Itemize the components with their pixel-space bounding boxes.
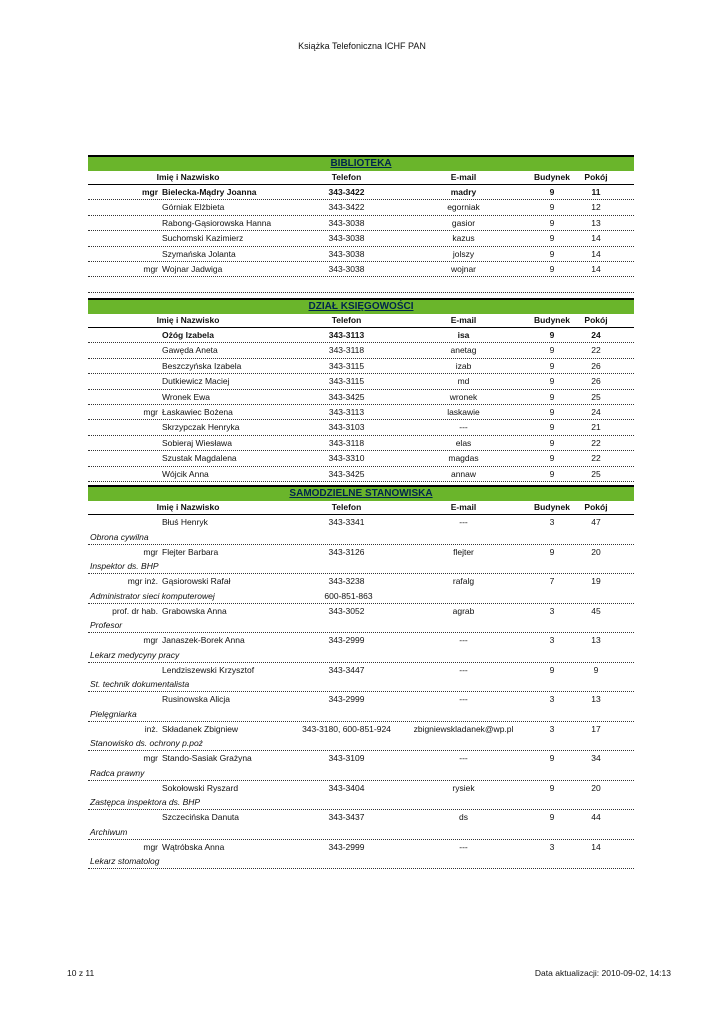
email-cell: wojnar	[450, 263, 477, 274]
phone-cell: 343-3038	[328, 248, 365, 259]
table-row	[88, 840, 634, 870]
table-row	[88, 467, 634, 482]
phone-cell: 343-2999	[328, 841, 365, 852]
phone-cell: 343-3118	[328, 437, 365, 448]
email-cell: anetag	[450, 345, 477, 356]
email-cell: rysiek	[452, 782, 475, 793]
person-name: Janaszek-Borek Anna	[162, 635, 245, 645]
table-row	[88, 231, 634, 246]
room-cell: 14	[591, 248, 601, 259]
person-title	[88, 420, 162, 434]
room-cell: 14	[591, 263, 601, 274]
person-title	[88, 781, 162, 796]
person-name: Rusinowska Alicja	[162, 694, 231, 704]
person-name: Sokołowski Ryszard	[162, 782, 239, 793]
phone-secondary	[290, 648, 407, 662]
building-cell: 9	[549, 248, 555, 259]
table-row	[88, 663, 634, 693]
table-row	[88, 390, 634, 405]
building-cell: 9	[549, 233, 555, 244]
phone-secondary	[290, 736, 407, 750]
person-role: Obrona cywilna	[90, 531, 149, 542]
person-title: mgr inż.	[127, 576, 158, 586]
email-cell: annaw	[450, 468, 477, 479]
person-title	[88, 359, 162, 373]
section-ksiegowosc	[88, 298, 634, 482]
building-cell: 3	[549, 517, 555, 527]
email-cell: wronek	[449, 391, 478, 402]
table-row	[88, 216, 634, 231]
person-title	[88, 467, 162, 481]
building-cell: 3	[549, 694, 555, 704]
room-cell: 47	[591, 517, 601, 527]
building-cell: 9	[549, 812, 555, 822]
person-name: Wójcik Anna	[162, 468, 209, 479]
col-header-room: Pokój	[584, 315, 608, 325]
person-title	[88, 663, 162, 678]
person-role: St. technik dokumentalista	[90, 679, 190, 689]
person-title	[88, 231, 162, 245]
phone-cell: 343-3422	[328, 187, 365, 197]
table-row	[88, 436, 634, 451]
col-header-phone: Telefon	[331, 502, 362, 512]
phone-cell: 343-2999	[328, 694, 365, 704]
building-cell: 9	[549, 406, 555, 417]
person-role: Lekarz medycyny pracy	[90, 649, 180, 660]
table-header-row	[88, 171, 634, 185]
phone-cell: 343-3437	[328, 812, 365, 822]
person-name: Ożóg Izabela	[162, 330, 214, 340]
person-name: Bielecka-Mądry Joanna	[162, 187, 257, 197]
email-cell: ---	[459, 517, 468, 527]
room-cell: 14	[591, 841, 601, 852]
table-header-row	[88, 501, 634, 515]
room-cell: 22	[591, 437, 601, 448]
email-cell: ds	[459, 812, 468, 822]
person-role: Stanowisko ds. ochrony p.poż	[90, 738, 203, 748]
room-cell: 9	[593, 664, 599, 675]
table-row	[88, 247, 634, 262]
phone-secondary	[290, 795, 407, 809]
room-cell: 24	[591, 330, 601, 340]
person-name: Wątróbska Anna	[162, 841, 225, 852]
person-name: Beszczyńska Izabela	[162, 360, 242, 371]
building-cell: 9	[549, 422, 555, 433]
phone-cell: 343-3422	[328, 202, 365, 213]
phone-cell: 343-3425	[328, 468, 365, 479]
phone-cell: 343-3103	[328, 422, 365, 433]
col-header-email: E-mail	[450, 315, 477, 325]
email-cell: ---	[459, 422, 468, 433]
person-name: Gawęda Aneta	[162, 345, 218, 356]
building-cell: 9	[549, 546, 555, 557]
person-name: Suchomski Kazimierz	[162, 233, 244, 244]
table-row	[88, 262, 634, 277]
person-name: Wojnar Jadwiga	[162, 263, 223, 274]
col-header-building: Budynek	[534, 502, 570, 512]
person-title	[88, 436, 162, 450]
phone-secondary	[290, 559, 407, 573]
table-header-row	[88, 314, 634, 328]
section-title: DZIAŁ KSIĘGOWOŚCI	[88, 298, 634, 314]
person-role: Radca prawny	[90, 767, 145, 778]
person-name: Flejter Barbara	[162, 546, 219, 557]
person-name: Skrzypczak Henryka	[162, 422, 240, 433]
email-cell: elas	[455, 437, 472, 448]
person-title: mgr	[143, 635, 158, 645]
table-row	[88, 574, 634, 604]
person-title	[88, 374, 162, 388]
person-title: prof. dr hab.	[112, 605, 158, 616]
phone-secondary: 600-851-863	[324, 590, 373, 601]
building-cell: 9	[549, 217, 555, 228]
building-cell: 3	[549, 723, 555, 734]
person-title: mgr	[143, 753, 158, 763]
room-cell: 13	[591, 694, 601, 704]
building-cell: 9	[549, 330, 555, 340]
person-title: mgr	[143, 546, 158, 557]
building-cell: 3	[549, 841, 555, 852]
person-name: Górniak Elżbieta	[162, 202, 225, 213]
person-role: Archiwum	[90, 826, 128, 837]
table-row	[88, 343, 634, 358]
phone-cell: 343-3109	[328, 753, 365, 763]
room-cell: 13	[591, 635, 601, 645]
phone-secondary	[290, 618, 407, 632]
table-row	[88, 200, 634, 215]
phone-cell: 343-3038	[328, 233, 365, 244]
person-title	[88, 810, 162, 825]
building-cell: 9	[549, 391, 555, 402]
person-name: Grabowska Anna	[162, 605, 227, 616]
phone-cell: 343-3118	[328, 345, 365, 356]
building-cell: 9	[549, 437, 555, 448]
email-cell: zbigniewskladanek@wp.pl	[413, 723, 514, 734]
person-title	[88, 515, 162, 530]
phone-secondary	[290, 677, 407, 691]
email-cell: magdas	[448, 453, 479, 464]
room-cell: 13	[591, 217, 601, 228]
table-row	[88, 692, 634, 722]
person-name: Błuś Henryk	[162, 517, 208, 527]
person-title	[88, 451, 162, 465]
person-title: inż.	[144, 723, 158, 734]
table-row	[88, 374, 634, 389]
email-cell: kazus	[452, 233, 475, 244]
email-cell: isa	[457, 330, 470, 340]
room-cell: 25	[591, 468, 601, 479]
email-cell: agrab	[452, 605, 475, 616]
building-cell: 9	[549, 187, 555, 197]
person-name: Dutkiewicz Maciej	[162, 376, 230, 387]
email-cell: ---	[459, 635, 468, 645]
phone-cell: 343-3115	[328, 376, 365, 387]
col-header-name: Imię i Nazwisko	[156, 172, 220, 182]
person-role: Lekarz stomatolog	[90, 856, 160, 866]
building-cell: 7	[549, 576, 555, 586]
col-header-room: Pokój	[584, 502, 608, 512]
col-header-email: E-mail	[450, 502, 477, 512]
phone-cell: 343-3180, 600-851-924	[302, 723, 391, 734]
phone-cell: 343-3425	[328, 391, 365, 402]
room-cell: 22	[591, 453, 601, 464]
page-number: 10 z 11	[67, 968, 95, 978]
phone-cell: 343-3052	[328, 605, 365, 616]
phone-cell: 343-3113	[328, 330, 365, 340]
person-role: Pielęgniarka	[90, 708, 137, 719]
table-row	[88, 328, 634, 343]
email-cell: jolszy	[452, 248, 475, 259]
table-row	[88, 722, 634, 752]
table-row	[88, 810, 634, 840]
building-cell: 9	[549, 345, 555, 356]
building-cell: 9	[549, 453, 555, 464]
building-cell: 9	[549, 376, 555, 387]
person-role: Inspektor ds. BHP	[90, 561, 159, 571]
email-cell: madry	[450, 187, 477, 197]
phone-cell: 343-3238	[328, 576, 365, 586]
email-cell: ---	[459, 841, 468, 852]
email-cell: egorniak	[447, 202, 480, 213]
col-header-name: Imię i Nazwisko	[156, 315, 220, 325]
table-row	[88, 515, 634, 545]
phone-cell: 343-3126	[328, 546, 365, 557]
update-date: Data aktualizacji: 2010-09-02, 14:13	[534, 968, 671, 978]
col-header-phone: Telefon	[331, 315, 362, 325]
table-row	[88, 604, 634, 634]
table-row	[88, 420, 634, 435]
person-title	[88, 247, 162, 261]
email-cell: md	[457, 376, 470, 387]
email-cell: ---	[459, 753, 468, 763]
room-cell: 14	[591, 233, 601, 244]
blank-row	[88, 277, 634, 292]
person-role: Zastępca inspektora ds. BHP	[90, 797, 201, 807]
building-cell: 9	[549, 263, 555, 274]
room-cell: 20	[591, 546, 601, 557]
room-cell: 21	[591, 422, 601, 433]
room-cell: 20	[591, 782, 601, 793]
phone-cell: 343-3113	[328, 406, 365, 417]
col-header-phone: Telefon	[331, 172, 362, 182]
email-cell: izab	[455, 360, 472, 371]
room-cell: 34	[591, 753, 601, 763]
person-title: mgr	[141, 187, 158, 197]
person-name: Szczecińska Danuta	[162, 812, 240, 822]
person-title: mgr	[143, 263, 158, 274]
person-title: mgr	[143, 406, 158, 417]
phone-cell: 343-3404	[328, 782, 365, 793]
section-biblioteka	[88, 155, 634, 293]
room-cell: 11	[591, 187, 601, 197]
phone-secondary	[290, 854, 407, 868]
building-cell: 3	[549, 635, 555, 645]
col-header-building: Budynek	[534, 172, 570, 182]
building-cell: 9	[549, 360, 555, 371]
phone-cell: 343-3341	[328, 517, 365, 527]
col-header-building: Budynek	[534, 315, 570, 325]
room-cell: 44	[591, 812, 601, 822]
phone-cell: 343-2999	[328, 635, 365, 645]
phone-secondary	[290, 707, 407, 721]
table-row	[88, 545, 634, 575]
person-name: Stando-Sasiak Grażyna	[162, 753, 252, 763]
email-cell: ---	[459, 664, 468, 675]
email-cell: rafalg	[452, 576, 475, 586]
room-cell: 26	[591, 376, 601, 387]
building-cell: 9	[549, 202, 555, 213]
section-title: BIBLIOTEKA	[88, 155, 634, 171]
phone-cell: 343-3115	[328, 360, 365, 371]
building-cell: 9	[549, 468, 555, 479]
table-row	[88, 633, 634, 663]
table-row	[88, 185, 634, 200]
room-cell: 17	[591, 723, 601, 734]
table-row	[88, 781, 634, 811]
person-title	[88, 390, 162, 404]
person-name: Szymańska Jolanta	[162, 248, 236, 259]
phone-secondary	[290, 530, 407, 544]
table-row	[88, 451, 634, 466]
col-header-email: E-mail	[450, 172, 477, 182]
email-cell: ---	[459, 694, 468, 704]
phone-secondary	[290, 825, 407, 839]
col-header-room: Pokój	[584, 172, 608, 182]
room-cell: 19	[591, 576, 601, 586]
phone-cell: 343-3038	[328, 263, 365, 274]
section-samodzielne	[88, 485, 634, 869]
room-cell: 24	[591, 406, 601, 417]
table-row	[88, 405, 634, 420]
person-name: Szustak Magdalena	[162, 453, 237, 464]
person-title	[88, 328, 162, 342]
person-title	[88, 343, 162, 357]
person-name: Lendziszewski Krzysztof	[162, 664, 255, 675]
person-title	[88, 216, 162, 230]
person-title	[88, 692, 162, 707]
section-title: SAMODZIELNE STANOWISKA	[88, 485, 634, 501]
phone-cell: 343-3038	[328, 217, 365, 228]
person-name: Sobieraj Wiesława	[162, 437, 232, 448]
table-row	[88, 751, 634, 781]
table-row	[88, 359, 634, 374]
room-cell: 22	[591, 345, 601, 356]
building-cell: 3	[549, 605, 555, 616]
email-cell: flejter	[453, 546, 474, 557]
building-cell: 9	[549, 782, 555, 793]
room-cell: 12	[591, 202, 601, 213]
room-cell: 45	[591, 605, 601, 616]
page-header-title: Książka Telefoniczna ICHF PAN	[298, 41, 426, 51]
phone-secondary	[290, 766, 407, 780]
person-name: Rabong-Gąsiorowska Hanna	[162, 217, 272, 228]
person-title: mgr	[143, 841, 158, 852]
person-name: Wronek Ewa	[162, 391, 211, 402]
building-cell: 9	[549, 664, 555, 675]
room-cell: 25	[591, 391, 601, 402]
person-name: Gąsiorowski Rafał	[162, 576, 231, 586]
room-cell: 26	[591, 360, 601, 371]
person-title	[88, 200, 162, 214]
email-cell: laskawie	[447, 406, 480, 417]
phone-cell: 343-3310	[328, 453, 365, 464]
building-cell: 9	[549, 753, 555, 763]
person-role: Administrator sieci komputerowej	[90, 590, 215, 601]
person-name: Łaskawiec Bożena	[162, 406, 233, 417]
phone-cell: 343-3447	[328, 664, 365, 675]
person-name: Składanek Zbigniew	[162, 723, 239, 734]
email-cell: gasior	[451, 217, 476, 228]
col-header-name: Imię i Nazwisko	[156, 502, 220, 512]
person-role: Profesor	[90, 620, 123, 630]
